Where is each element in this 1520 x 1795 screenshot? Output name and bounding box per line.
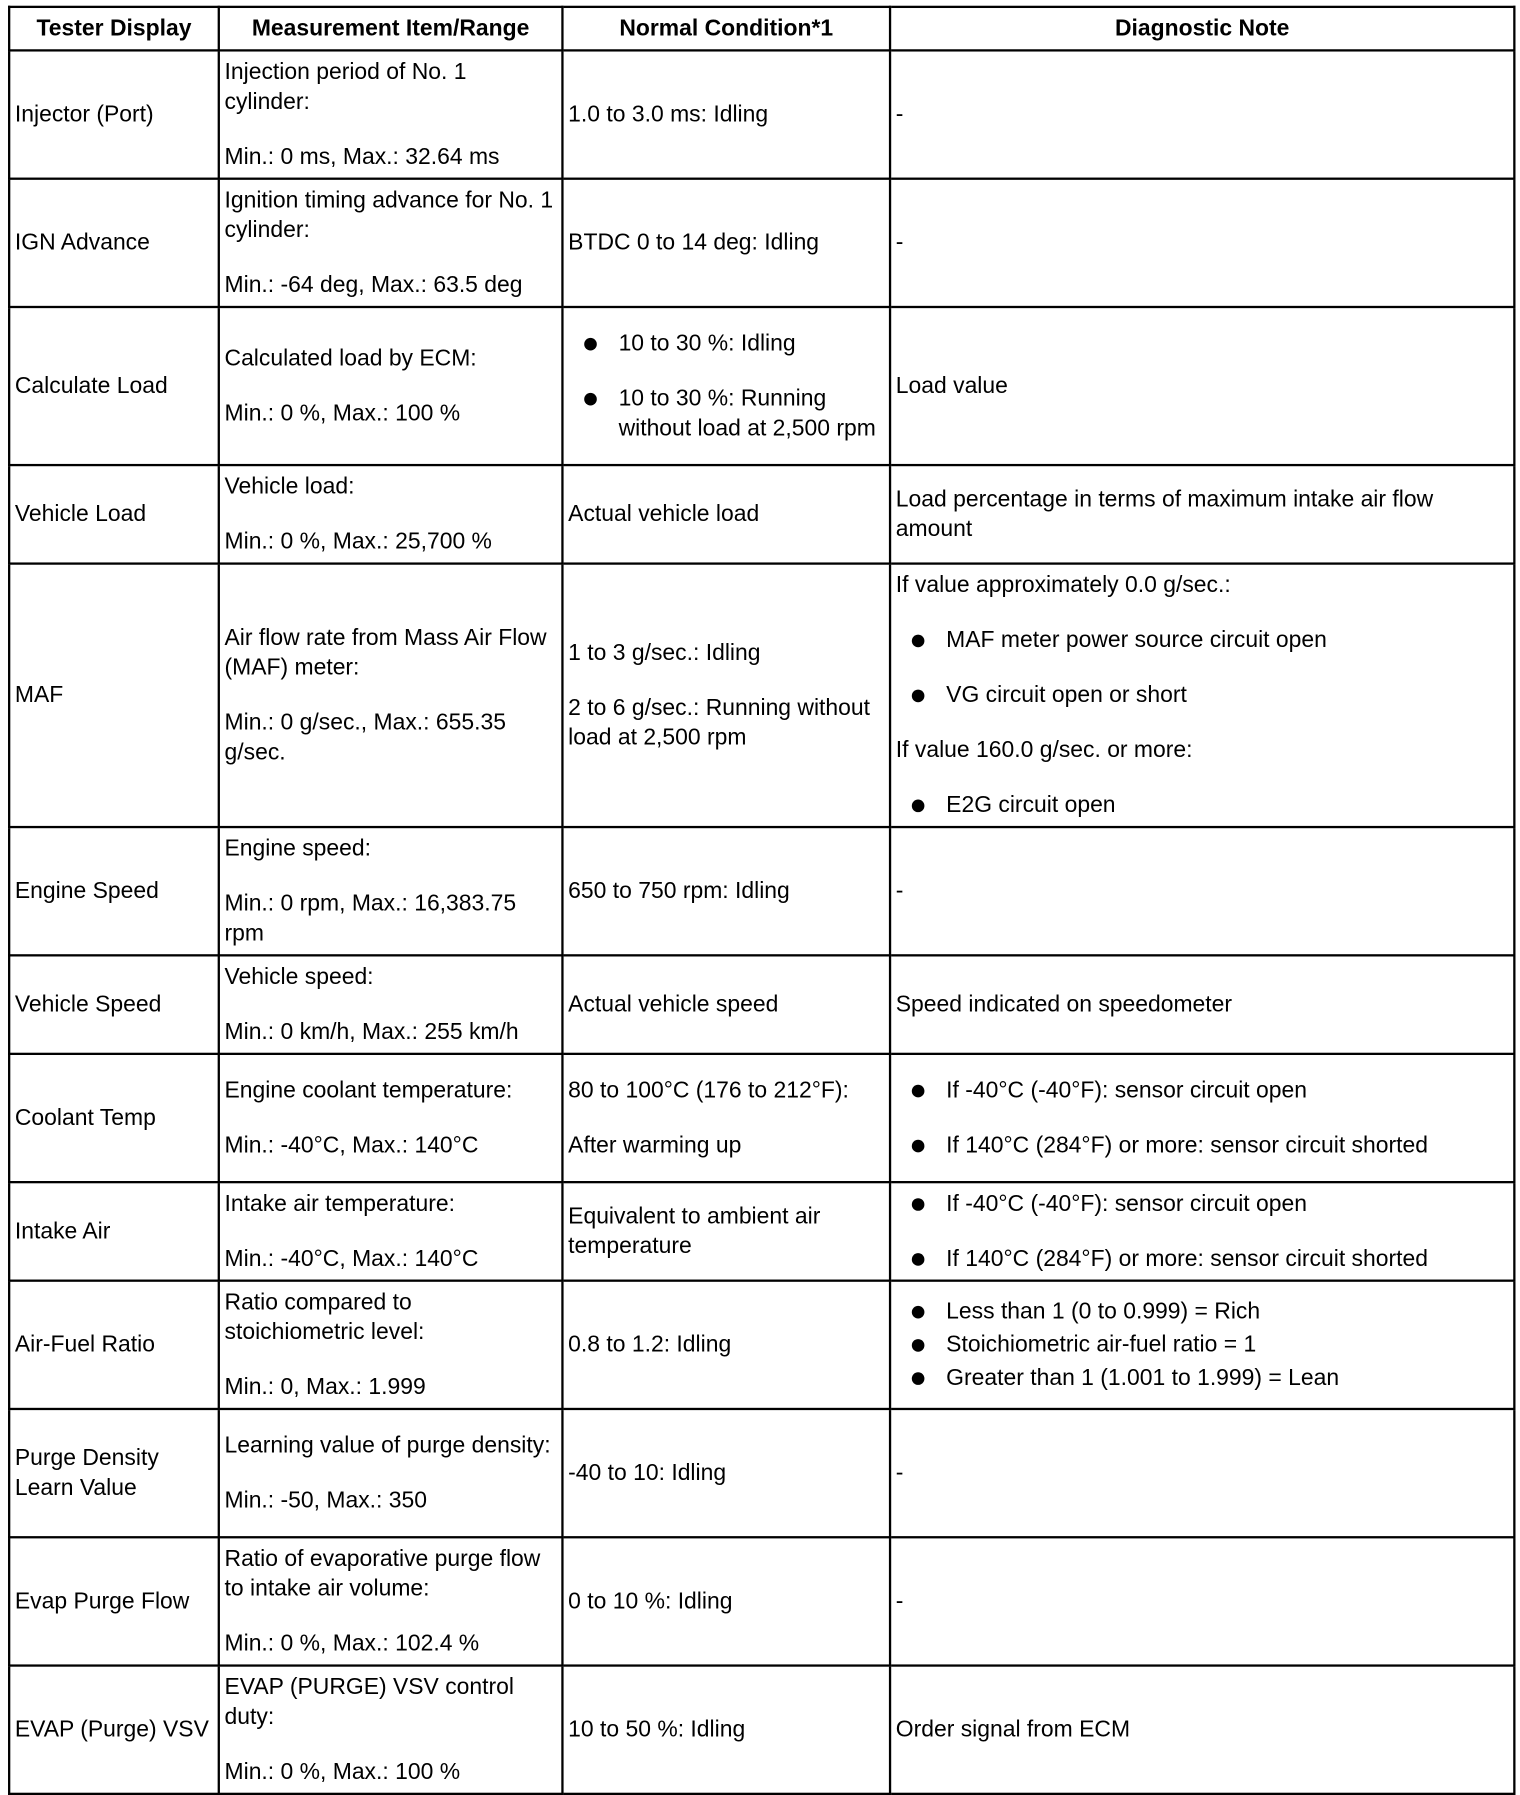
- bullet-dot-icon: [912, 1198, 925, 1211]
- cell-text: 1 to 3 g/sec.: Idling: [568, 640, 761, 666]
- cell-text: Engine speed:: [224, 836, 372, 862]
- cell-text: Load percentage in terms of maximum intake air flow amount: [895, 486, 1434, 542]
- cell-text: 80 to 100°C (176 to 212°F):: [568, 1077, 849, 1104]
- cell-measurement: [219, 1281, 563, 1409]
- bullet-dot-icon: [584, 393, 597, 406]
- bullet-list: [896, 1297, 1509, 1393]
- cell-text: Engine coolant temperature:: [224, 1077, 513, 1104]
- bullet-text: If -40°C (-40°F): sensor circuit open: [946, 1191, 1308, 1217]
- bullet-item: [568, 384, 884, 444]
- diagnostic-block: [896, 570, 1509, 710]
- cell-measurement: [219, 1537, 563, 1665]
- cell-measurement: [219, 1182, 563, 1281]
- cell-text: -40 to 10: Idling: [568, 1460, 727, 1486]
- cell-text: Min.: 0 ms, Max.: 32.64 ms: [224, 144, 500, 170]
- cell-normal-condition: [562, 955, 890, 1054]
- table-row: [9, 1054, 1514, 1182]
- cell-text: Load value: [895, 373, 1008, 399]
- cell-tester-display: Air-Fuel Ratio: [9, 1281, 219, 1409]
- cell-normal-condition: [562, 1281, 890, 1409]
- table-row: [9, 1666, 1514, 1794]
- cell-text: Min.: 0 rpm, Max.: 16,383.75 rpm: [224, 891, 517, 947]
- cell-text: Equivalent to ambient air temperature: [568, 1203, 821, 1259]
- cell-tester-display: Calculate Load: [9, 307, 219, 465]
- cell-text: Actual vehicle load: [568, 501, 760, 527]
- cell-text: Order signal from ECM: [895, 1717, 1131, 1743]
- bullet-text: 10 to 30 %: Idling: [618, 331, 796, 357]
- table-row: [9, 564, 1514, 827]
- cell-measurement: [219, 307, 563, 465]
- cell-measurement: [219, 1054, 563, 1182]
- cell-tester-display: Intake Air: [9, 1182, 219, 1281]
- cell-text: EVAP (PURGE) VSV control duty:: [224, 1674, 514, 1730]
- bullet-item: [568, 329, 884, 359]
- cell-text: Vehicle load:: [224, 474, 355, 500]
- cell-measurement: [219, 955, 563, 1054]
- cell-text: Ignition timing advance for No. 1 cylinder:: [224, 187, 554, 243]
- diagnostic-lead: If value approximately 0.0 g/sec.:: [895, 572, 1231, 598]
- header-normal-condition: Normal Condition*1: [562, 7, 890, 51]
- bullet-text: 10 to 30 %: Running without load at 2,500 rpm: [618, 386, 876, 442]
- diagnostic-lead: If value 160.0 g/sec. or more:: [895, 737, 1193, 763]
- cell-diagnostic-note: [890, 307, 1514, 465]
- cell-diagnostic-note: [890, 465, 1514, 564]
- header-tester-display: Tester Display: [9, 7, 219, 51]
- cell-text: Min.: 0, Max.: 1.999: [224, 1374, 426, 1400]
- bullet-list: [896, 790, 1509, 820]
- cell-text: Intake air temperature:: [224, 1191, 456, 1217]
- cell-text: After warming up: [568, 1132, 742, 1159]
- cell-diagnostic-note: [890, 1666, 1514, 1794]
- cell-tester-display: Evap Purge Flow: [9, 1537, 219, 1665]
- bullet-item: [896, 1131, 1509, 1161]
- cell-text: 0.8 to 1.2: Idling: [568, 1332, 732, 1358]
- bullet-dot-icon: [912, 1140, 925, 1153]
- bullet-dot-icon: [912, 1372, 925, 1385]
- cell-text: 2 to 6 g/sec.: Running without load at 2,500 rpm: [568, 695, 871, 751]
- bullet-list: [568, 329, 884, 444]
- cell-diagnostic-note: [890, 955, 1514, 1054]
- cell-text: Calculated load by ECM:: [224, 345, 477, 372]
- bullet-item: [896, 680, 1509, 710]
- cell-text: 10 to 50 %: Idling: [568, 1717, 746, 1743]
- cell-diagnostic-note: [890, 1281, 1514, 1409]
- cell-diagnostic-note: [890, 1537, 1514, 1665]
- cell-normal-condition: [562, 179, 890, 307]
- cell-tester-display: Vehicle Load: [9, 465, 219, 564]
- cell-measurement: [219, 827, 563, 955]
- table-row: [9, 1182, 1514, 1281]
- bullet-text: Less than 1 (0 to 0.999) = Rich: [946, 1298, 1261, 1325]
- cell-text: Vehicle speed:: [224, 964, 374, 990]
- cell-measurement: [219, 564, 563, 827]
- bullet-item: [896, 790, 1509, 820]
- cell-diagnostic-note: [890, 1054, 1514, 1182]
- data-list-table: [8, 6, 1515, 1795]
- cell-diagnostic-note: [890, 827, 1514, 955]
- bullet-dot-icon: [912, 690, 925, 703]
- table-row: [9, 179, 1514, 307]
- cell-text: Min.: 0 %, Max.: 100 %: [224, 1759, 461, 1785]
- bullet-item: [896, 1330, 1509, 1360]
- table-row: [9, 1281, 1514, 1409]
- bullet-dot-icon: [912, 800, 925, 813]
- cell-tester-display: Vehicle Speed: [9, 955, 219, 1054]
- cell-normal-condition: [562, 1054, 890, 1182]
- table-row: [9, 1409, 1514, 1537]
- cell-normal-condition: [562, 465, 890, 564]
- cell-tester-display: Engine Speed: [9, 827, 219, 955]
- bullet-text: E2G circuit open: [946, 792, 1116, 818]
- cell-normal-condition: [562, 1666, 890, 1794]
- cell-text: Speed indicated on speedometer: [895, 992, 1233, 1018]
- bullet-dot-icon: [912, 1085, 925, 1098]
- bullet-dot-icon: [584, 338, 597, 351]
- cell-normal-condition: [562, 307, 890, 465]
- table-row: [9, 955, 1514, 1054]
- cell-text: Min.: 0 %, Max.: 100 %: [224, 400, 461, 427]
- cell-text: Min.: -40°C, Max.: 140°C: [224, 1132, 479, 1159]
- table-row: [9, 465, 1514, 564]
- cell-text: Min.: -50, Max.: 350: [224, 1488, 427, 1514]
- cell-measurement: [219, 1666, 563, 1794]
- bullet-text: If 140°C (284°F) or more: sensor circuit shorted: [946, 1246, 1428, 1272]
- cell-measurement: [219, 179, 563, 307]
- bullet-text: If -40°C (-40°F): sensor circuit open: [946, 1077, 1308, 1104]
- cell-text: BTDC 0 to 14 deg: Idling: [568, 230, 820, 256]
- cell-diagnostic-note: [890, 1182, 1514, 1281]
- bullet-text: MAF meter power source circuit open: [946, 627, 1327, 653]
- cell-diagnostic-note: [890, 1409, 1514, 1537]
- cell-text: -: [895, 878, 904, 904]
- bullet-item: [896, 1363, 1509, 1393]
- bullet-dot-icon: [912, 1339, 925, 1352]
- cell-text: Ratio of evaporative purge flow to intake air volume:: [224, 1546, 541, 1602]
- bullet-text: VG circuit open or short: [946, 682, 1187, 708]
- bullet-item: [896, 1076, 1509, 1106]
- table-row: [9, 827, 1514, 955]
- table-body: [9, 50, 1514, 1793]
- cell-text: Min.: 0 %, Max.: 102.4 %: [224, 1631, 480, 1657]
- cell-text: Min.: 0 %, Max.: 25,700 %: [224, 529, 492, 555]
- table-row: [9, 307, 1514, 465]
- cell-text: 1.0 to 3.0 ms: Idling: [568, 101, 769, 128]
- bullet-list: [896, 1189, 1509, 1274]
- cell-text: Min.: -64 deg, Max.: 63.5 deg: [224, 272, 523, 298]
- bullet-item: [896, 1297, 1509, 1327]
- cell-text: Min.: -40°C, Max.: 140°C: [224, 1246, 479, 1272]
- cell-text: Learning value of purge density:: [224, 1433, 551, 1459]
- cell-measurement: [219, 1409, 563, 1537]
- table-row: [9, 50, 1514, 178]
- cell-tester-display: IGN Advance: [9, 179, 219, 307]
- cell-tester-display: Purge Density Learn Value: [9, 1409, 219, 1537]
- cell-text: Air flow rate from Mass Air Flow (MAF) meter:: [224, 625, 547, 681]
- header-row: [9, 7, 1514, 51]
- bullet-text: Greater than 1 (1.001 to 1.999) = Lean: [946, 1365, 1340, 1391]
- bullet-dot-icon: [912, 1306, 925, 1319]
- bullet-item: [896, 625, 1509, 655]
- bullet-text: If 140°C (284°F) or more: sensor circuit shorted: [946, 1132, 1428, 1159]
- cell-normal-condition: [562, 1537, 890, 1665]
- cell-text: -: [895, 1588, 904, 1615]
- table-row: [9, 1537, 1514, 1665]
- cell-diagnostic-note: [890, 564, 1514, 827]
- header-diagnostic-note: Diagnostic Note: [890, 7, 1514, 51]
- cell-text: Ratio compared to stoichiometric level:: [224, 1289, 425, 1345]
- cell-tester-display: MAF: [9, 564, 219, 827]
- cell-text: -: [895, 230, 904, 256]
- cell-text: Min.: 0 km/h, Max.: 255 km/h: [224, 1019, 519, 1045]
- cell-normal-condition: [562, 564, 890, 827]
- cell-text: Min.: 0 g/sec., Max.: 655.35 g/sec.: [224, 710, 506, 766]
- bullet-dot-icon: [912, 1253, 925, 1266]
- bullet-list: [896, 625, 1509, 710]
- cell-text: -: [895, 101, 904, 128]
- cell-text: 650 to 750 rpm: Idling: [568, 878, 790, 904]
- bullet-text: Stoichiometric air-fuel ratio = 1: [946, 1332, 1257, 1358]
- cell-text: Actual vehicle speed: [568, 992, 779, 1018]
- cell-normal-condition: [562, 827, 890, 955]
- bullet-dot-icon: [912, 635, 925, 648]
- header-measurement: Measurement Item/Range: [219, 7, 563, 51]
- cell-normal-condition: [562, 1409, 890, 1537]
- cell-tester-display: Coolant Temp: [9, 1054, 219, 1182]
- cell-normal-condition: [562, 50, 890, 178]
- cell-normal-condition: [562, 1182, 890, 1281]
- cell-text: -: [895, 1460, 904, 1486]
- cell-measurement: [219, 50, 563, 178]
- cell-diagnostic-note: [890, 179, 1514, 307]
- cell-text: 0 to 10 %: Idling: [568, 1588, 733, 1615]
- cell-tester-display: EVAP (Purge) VSV: [9, 1666, 219, 1794]
- diagnostic-block: [896, 735, 1509, 820]
- cell-text: Injection period of No. 1 cylinder:: [224, 59, 467, 115]
- cell-tester-display: Injector (Port): [9, 50, 219, 178]
- bullet-list: [896, 1076, 1509, 1161]
- cell-diagnostic-note: [890, 50, 1514, 178]
- bullet-item: [896, 1244, 1509, 1274]
- cell-measurement: [219, 465, 563, 564]
- bullet-item: [896, 1189, 1509, 1219]
